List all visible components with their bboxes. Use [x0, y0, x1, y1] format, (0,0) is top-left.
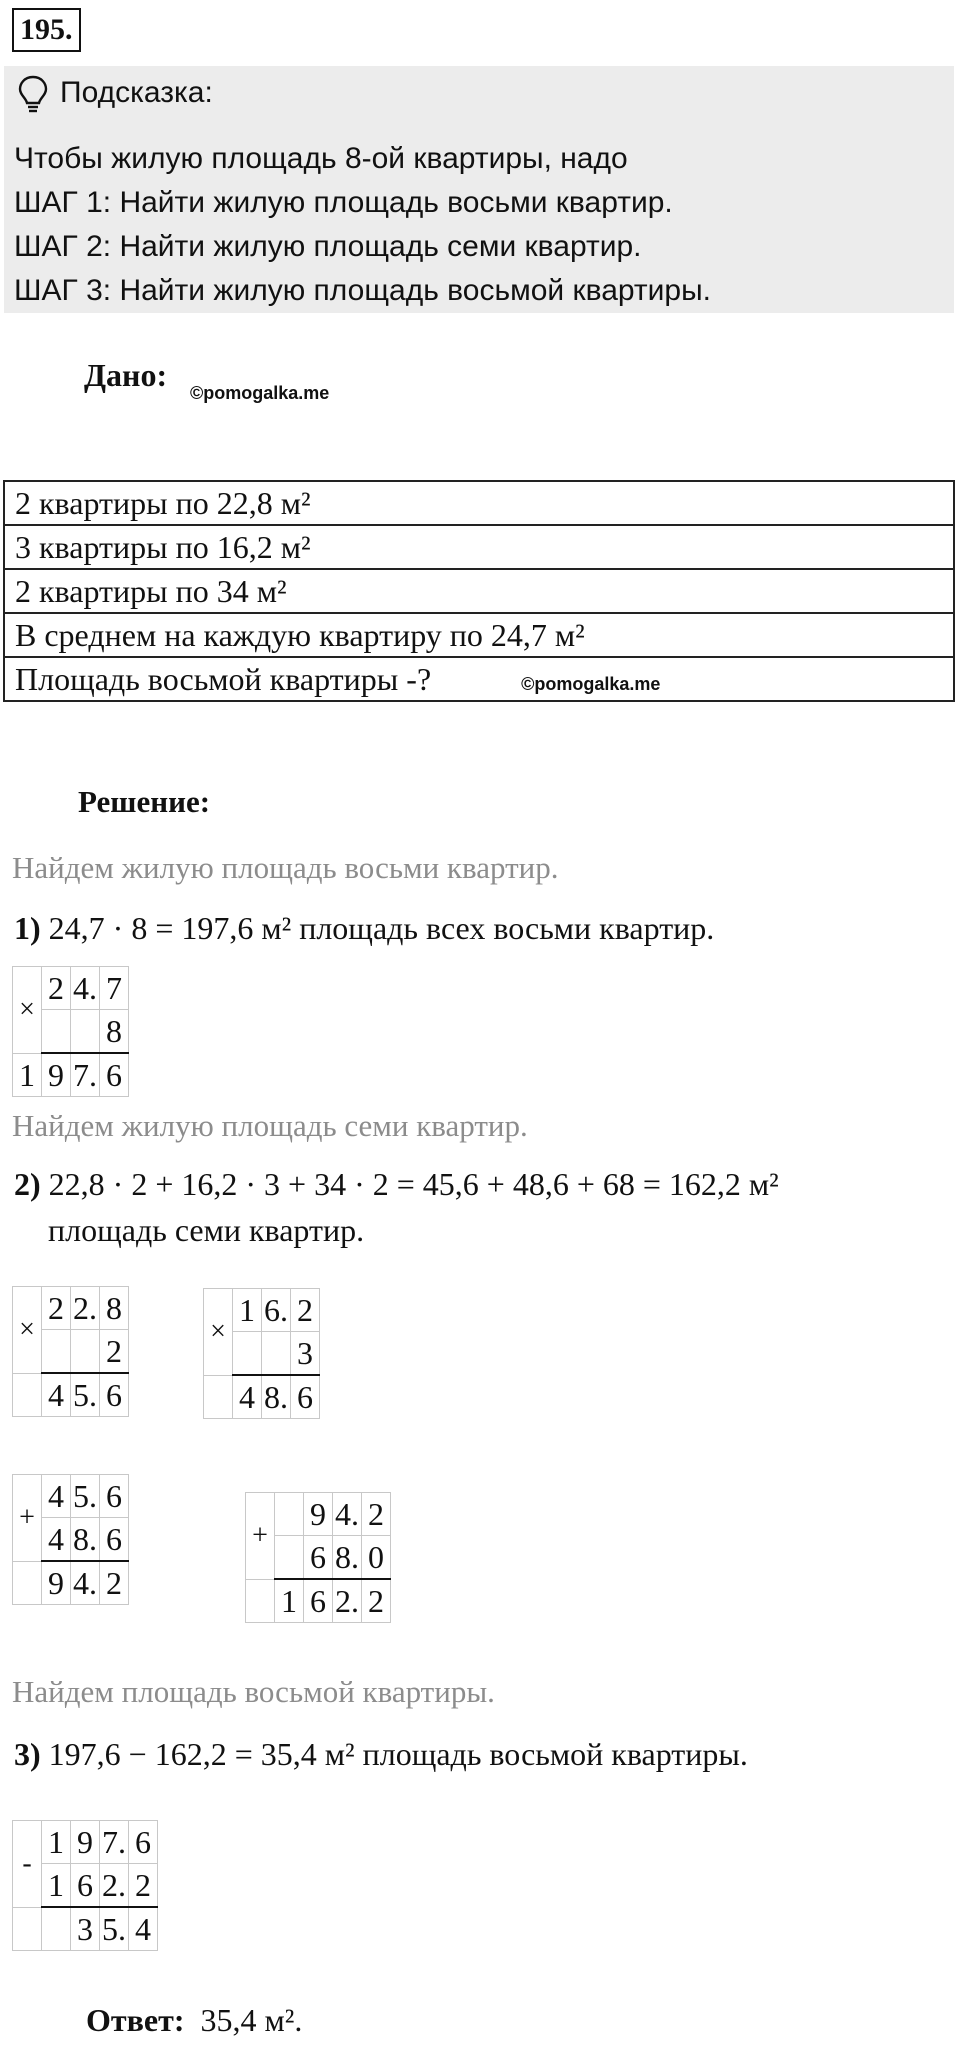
digit: 4.: [71, 1561, 100, 1605]
digit: 1: [42, 1864, 71, 1908]
hint-step-2-text: Найти жилую площадь семи квартир.: [111, 230, 642, 263]
digit: 3: [71, 1907, 100, 1951]
operator: ×: [204, 1289, 233, 1376]
digit: 6: [304, 1536, 333, 1580]
digit: 9: [42, 1053, 71, 1097]
digit: 1: [233, 1289, 262, 1332]
digit: 6: [100, 1373, 129, 1417]
digit: 4.: [333, 1493, 362, 1536]
hint-step-1-label: ШАГ 1:: [14, 186, 112, 219]
given-row: 2 квартиры по 22,8 м²: [4, 481, 954, 525]
digit: 2: [291, 1289, 320, 1332]
digit: 3: [291, 1332, 320, 1376]
given-table: [3, 480, 955, 702]
column-multiplication-1: [12, 966, 129, 1097]
column-multiplication-3: [203, 1288, 320, 1419]
operator: ×: [13, 1287, 42, 1374]
digit: [262, 1332, 291, 1376]
hint-intro: Чтобы жилую площадь 8-ой квартиры, надо: [14, 142, 628, 175]
digit: 2: [42, 1287, 71, 1330]
step-2: [14, 1166, 779, 1203]
digit: 2.: [100, 1864, 129, 1908]
digit: 2: [362, 1579, 391, 1623]
digit: [71, 1010, 100, 1054]
watermark: ©pomogalka.me: [190, 383, 330, 403]
digit: 1: [42, 1821, 71, 1864]
digit: 5.: [71, 1475, 100, 1518]
hint-step-3-label: ШАГ 3:: [14, 274, 112, 307]
column-addition-1: [12, 1474, 129, 1605]
digit: [42, 1907, 71, 1951]
empty-cell: [275, 1493, 304, 1536]
column-addition-2: [245, 1492, 391, 1623]
column-multiplication-2: [12, 1286, 129, 1417]
digit: 0: [362, 1536, 391, 1580]
digit: 7.: [100, 1821, 129, 1864]
digit: 9: [71, 1821, 100, 1864]
digit: 2.: [71, 1287, 100, 1330]
solution-label: Решение:: [78, 784, 211, 819]
step-1-note: Найдем жилую площадь восьми квартир.: [12, 850, 559, 885]
digit: 6: [71, 1864, 100, 1908]
step-2-continued: площадь семи квартир.: [48, 1212, 365, 1248]
digit: 6: [100, 1475, 129, 1518]
given-row: 3 квартиры по 16,2 м²: [4, 525, 954, 569]
given-row-text: Площадь восьмой квартиры -?: [15, 660, 432, 697]
digit: 8.: [333, 1536, 362, 1580]
digit: 1: [13, 1053, 42, 1097]
digit: 6.: [262, 1289, 291, 1332]
step-2-number: 2): [14, 1166, 41, 1202]
digit: 6: [100, 1053, 129, 1097]
digit: 2: [129, 1864, 158, 1908]
empty-cell: [13, 1561, 42, 1605]
hint-step-3-text: Найти жилую площадь восьмой квартиры.: [111, 274, 711, 307]
step-1: [14, 910, 714, 947]
hint-step-2-label: ШАГ 2:: [14, 230, 112, 263]
digit: 8: [100, 1010, 129, 1054]
digit: 5.: [71, 1373, 100, 1417]
empty-cell: [13, 1373, 42, 1417]
given-row: 2 квартиры по 34 м²: [4, 569, 954, 613]
given-row: В среднем на каждую квартиру по 24,7 м²: [4, 613, 954, 657]
step-3-text: 197,6 − 162,2 = 35,4 м² площадь восьмой квартиры.: [40, 1736, 748, 1772]
digit: 7.: [71, 1053, 100, 1097]
digit: 2: [100, 1330, 129, 1374]
digit: 8: [100, 1287, 129, 1330]
digit: 8.: [71, 1518, 100, 1562]
hint-step-1-text: Найти жилую площадь восьми квартир.: [111, 186, 673, 219]
step-1-number: 1): [14, 910, 41, 946]
digit: 5.: [100, 1907, 129, 1951]
step-2-note: Найдем жилую площадь семи квартир.: [12, 1108, 528, 1143]
step-3: [14, 1736, 748, 1773]
digit: 4.: [71, 967, 100, 1010]
digit: 6: [129, 1821, 158, 1864]
digit: [42, 1330, 71, 1374]
digit: 4: [42, 1518, 71, 1562]
operator: +: [13, 1475, 42, 1562]
digit: [233, 1332, 262, 1376]
digit: 9: [304, 1493, 333, 1536]
hint-title: Подсказка:: [60, 76, 213, 109]
operator: ×: [13, 967, 42, 1054]
digit: [42, 1010, 71, 1054]
digit: 4: [129, 1907, 158, 1951]
digit: 1: [275, 1579, 304, 1623]
hint-step-1: [14, 186, 673, 220]
digit: 9: [42, 1561, 71, 1605]
digit: 6: [100, 1518, 129, 1562]
digit: 2: [362, 1493, 391, 1536]
row-watermark: ©pomogalka.me: [521, 673, 661, 694]
empty-cell: [13, 1907, 42, 1951]
empty-cell: [275, 1536, 304, 1580]
empty-cell: [246, 1579, 275, 1623]
hint-step-2: [14, 230, 642, 264]
empty-cell: [204, 1375, 233, 1419]
column-subtraction: [12, 1820, 158, 1951]
answer: [86, 2002, 302, 2039]
step-2-text: 22,8 · 2 + 16,2 · 3 + 34 · 2 = 45,6 + 48,6 + 68 = 162,2 м²: [40, 1166, 779, 1202]
step-3-note: Найдем площадь восьмой квартиры.: [12, 1674, 495, 1709]
digit: 6: [304, 1579, 333, 1623]
digit: 2.: [333, 1579, 362, 1623]
problem-number: 195.: [12, 8, 81, 52]
digit: 4: [233, 1375, 262, 1419]
digit: 2: [100, 1561, 129, 1605]
digit: 2: [42, 967, 71, 1010]
operator: -: [13, 1821, 42, 1908]
digit: 8.: [262, 1375, 291, 1419]
operator: +: [246, 1493, 275, 1580]
given-label: Дано:: [84, 357, 168, 393]
answer-label: Ответ:: [86, 2002, 185, 2038]
step-1-text: 24,7 · 8 = 197,6 м² площадь всех восьми квартир.: [40, 910, 715, 946]
step-3-number: 3): [14, 1736, 41, 1772]
digit: 4: [42, 1373, 71, 1417]
answer-value: 35,4 м².: [200, 2002, 303, 2038]
digit: 6: [291, 1375, 320, 1419]
digit: [71, 1330, 100, 1374]
lightbulb-icon: [16, 74, 50, 114]
digit: 7: [100, 967, 129, 1010]
hint-step-3: [14, 274, 711, 308]
given-row-last: [4, 657, 954, 701]
digit: 4: [42, 1475, 71, 1518]
